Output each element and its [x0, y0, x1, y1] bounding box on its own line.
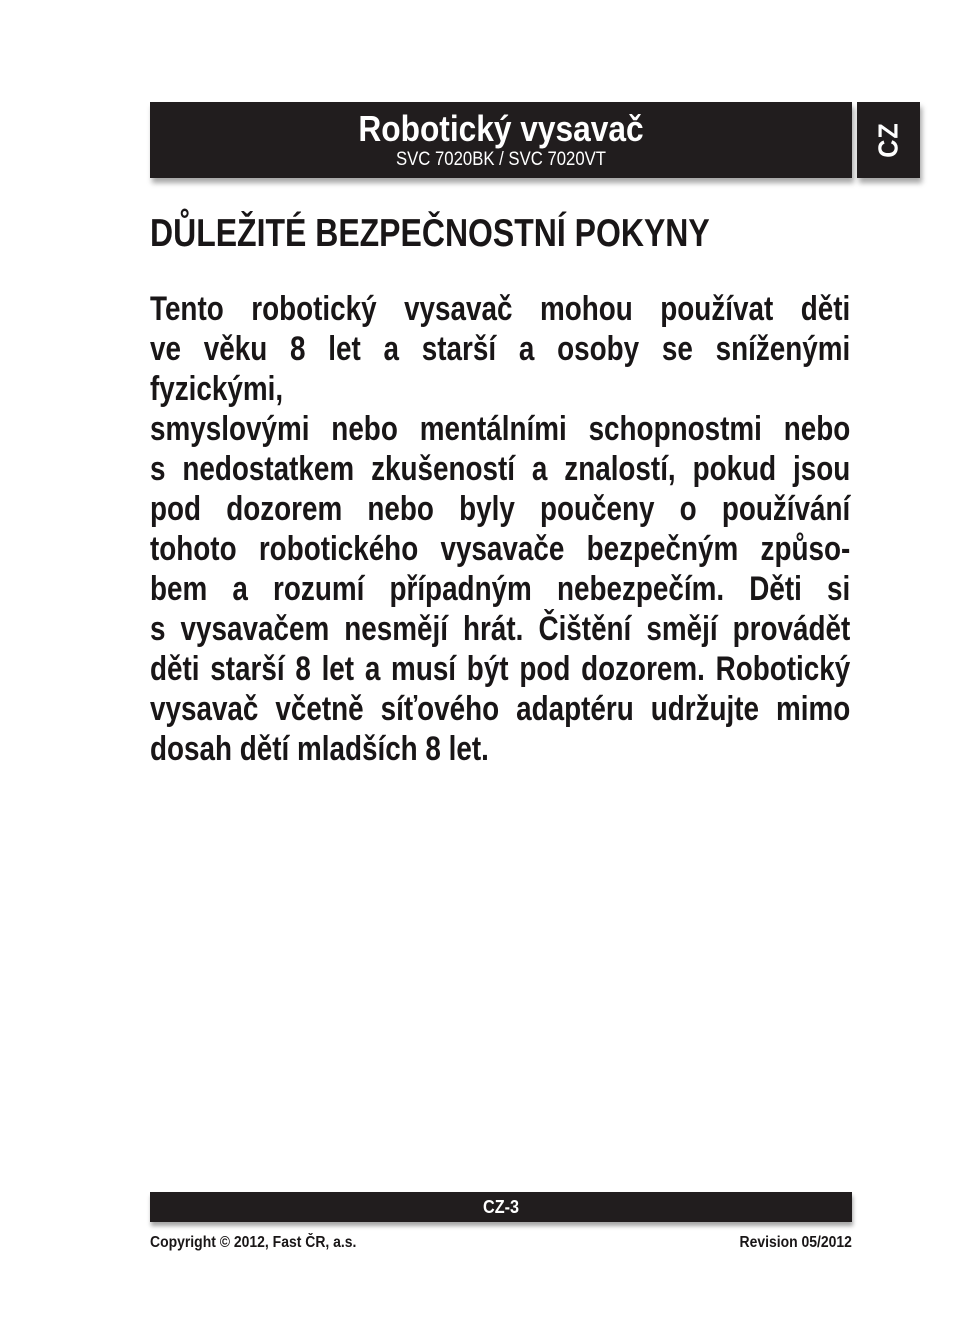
paragraph-line: Tento robotický vysavač mohou používat děti — [150, 290, 851, 328]
language-tab — [857, 102, 920, 178]
model-numbers: SVC 7020BK / SVC 7020VT — [395, 148, 607, 170]
paragraph-line: s vysavačem nesmějí hrát. Čištění smějí provádět — [150, 610, 851, 648]
header-bar — [150, 102, 852, 178]
paragraph-line: ve věku 8 let a starší a osoby se sníženými fyzickými, — [150, 330, 851, 408]
header-text-group — [192, 107, 810, 171]
paragraph-line: tohoto robotického vysavače bezpečným způso- — [150, 530, 851, 568]
product-title: Robotický vysavač — [358, 107, 644, 149]
paragraph-line: bem a rozumí případným nebezpečím. Děti si — [150, 570, 851, 608]
paragraph-line: smyslovými nebo mentálními schopnostmi nebo — [150, 410, 851, 448]
paragraph-line: dosah dětí mladších 8 let. — [150, 730, 489, 768]
section-heading: DŮLEŽITÉ BEZPEČNOSTNÍ POKYNY — [150, 212, 710, 255]
page-number-bar — [150, 1192, 852, 1222]
copyright-text: Copyright © 2012, Fast ČR, a.s. — [150, 1234, 357, 1251]
paragraph-line: děti starší 8 let a musí být pod dozorem. Robotický — [150, 650, 851, 688]
paragraph-line: pod dozorem nebo byly poučeny o používání — [150, 490, 851, 528]
paragraph-line: vysavač včetně síťového adaptéru udržujte mimo — [150, 690, 851, 728]
language-tab-label: CZ — [872, 122, 904, 158]
page-number-label: CZ-3 — [483, 1196, 519, 1217]
footer-meta — [150, 1234, 852, 1252]
safety-paragraph — [150, 289, 850, 769]
paragraph-line: s nedostatkem zkušeností a znalostí, pokud jsou — [150, 450, 851, 488]
revision-text: Revision 05/2012 — [739, 1234, 852, 1251]
